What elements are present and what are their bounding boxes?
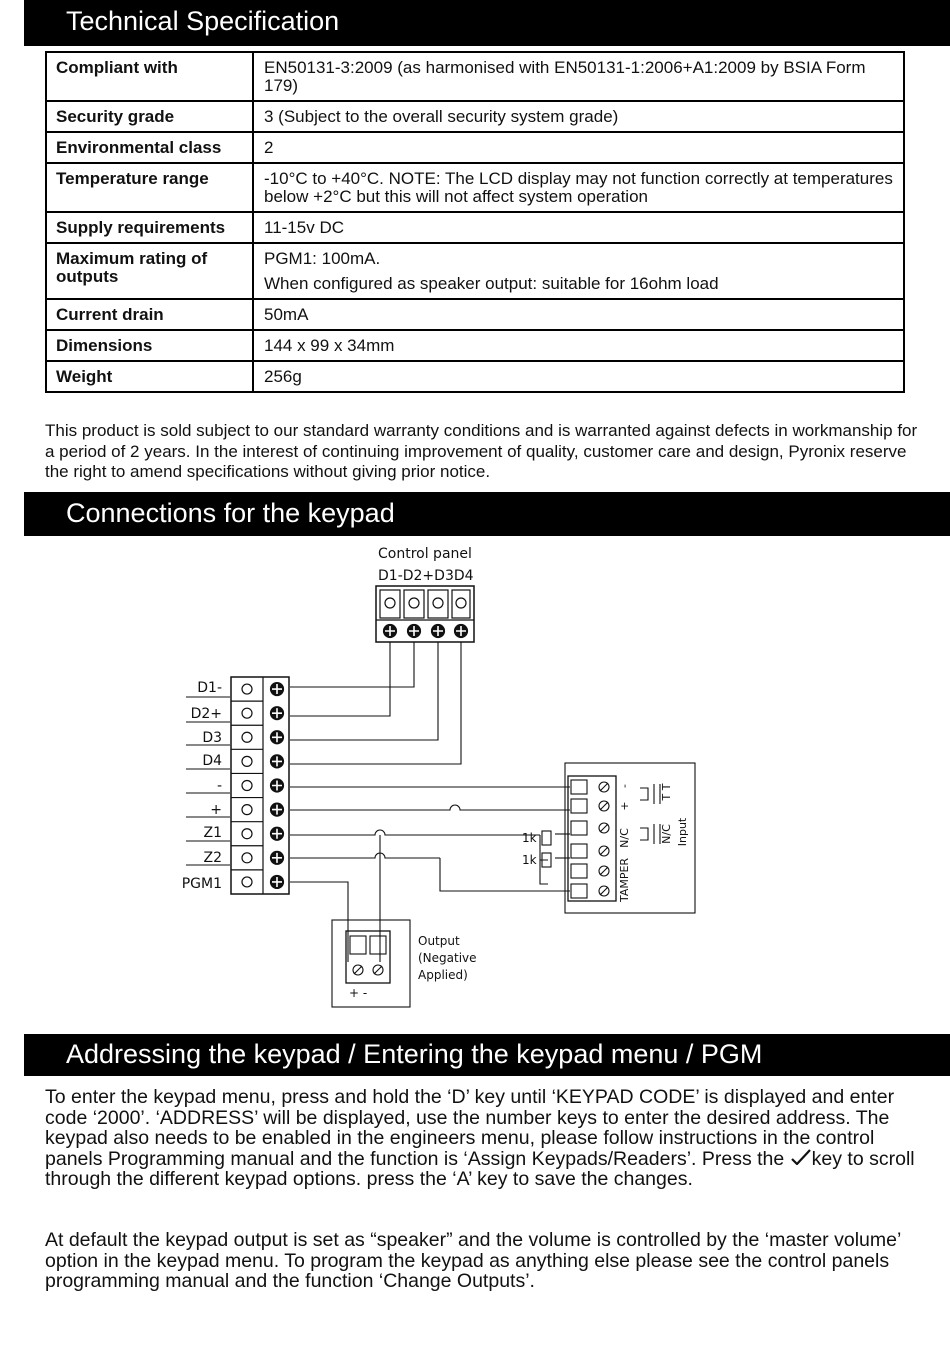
terminal-hole — [242, 781, 252, 791]
output-box — [332, 920, 410, 1007]
terminal-hole — [242, 708, 252, 718]
addressing-paragraph — [45, 1087, 925, 1190]
control-panel-terminal-labels: D1-D2+D3D4 — [378, 568, 474, 584]
table-row — [46, 52, 904, 101]
spec-value: 11-15v DC — [253, 212, 904, 243]
terminal-hole — [242, 684, 252, 694]
terminal-hole — [242, 853, 252, 863]
section-header-connections — [24, 492, 950, 536]
terminal-label-minus: - — [216, 778, 222, 794]
spec-key: Environmental class — [46, 132, 253, 163]
output-polarity-label: + - — [349, 986, 368, 1000]
table-row — [46, 132, 904, 163]
terminal-label-d2: D2+ — [190, 706, 222, 722]
specification-table — [45, 51, 905, 393]
spec-value: 144 x 99 x 34mm — [253, 330, 904, 361]
terminal-label-z1: Z1 — [203, 825, 222, 841]
spec-key: Weight — [46, 361, 253, 392]
detector-nc-label: N/C — [618, 828, 631, 848]
spec-key: Dimensions — [46, 330, 253, 361]
output-label: Applied) — [418, 968, 468, 982]
terminal-label-d4: D4 — [202, 753, 222, 769]
spec-key: Supply requirements — [46, 212, 253, 243]
tick-key-icon — [790, 1149, 812, 1165]
detector-nc2-label: N/C — [660, 824, 673, 844]
section-title: Technical Specification — [66, 6, 340, 36]
keypad-terminal-labels — [182, 680, 222, 892]
spec-key: Maximum rating of outputs — [46, 243, 253, 299]
terminal-label-pgm1: PGM1 — [181, 876, 222, 892]
table-row — [46, 163, 904, 212]
detector-plus-label: + — [618, 801, 631, 811]
spec-value: 2 — [253, 132, 904, 163]
spec-value: 50mA — [253, 299, 904, 330]
terminal-hole — [242, 756, 252, 766]
terminal-label-plus: + — [210, 802, 222, 818]
spec-value-line-2: When configured as speaker output: suitable for 16ohm load — [264, 274, 719, 293]
resistor-label: 1k — [522, 831, 537, 845]
addressing-text-part-2: key to scroll through the different keypad options. press the ‘A’ key to save the changes. — [45, 1147, 915, 1190]
spec-value: 256g — [253, 361, 904, 392]
spec-value-line-1: PGM1: 100mA. — [264, 249, 381, 268]
detector-tt-label: T T — [660, 783, 673, 801]
spec-key: Current drain — [46, 299, 253, 330]
detector-minus-label: - — [618, 784, 631, 788]
detector-input-label: Input — [676, 817, 689, 847]
section-header-addressing — [24, 1034, 950, 1076]
resistor-label: 1k — [522, 853, 537, 867]
spec-value: EN50131-3:2009 (as harmonised with EN50131-1:2006+A1:2009 by BSIA Form 179) — [253, 52, 904, 101]
terminal-hole — [242, 829, 252, 839]
spec-key: Compliant with — [46, 52, 253, 101]
terminal-hole — [242, 877, 252, 887]
keypad-terminal-block — [231, 677, 289, 894]
terminal-hole — [242, 805, 252, 815]
warranty-text: This product is sold subject to our standard warranty conditions and is warranted against defects in workmanship for a period of 2 years. In the interest of continuing improvement of quality, customer care and design, Pyronix reserve the right to amend specifications without giving prior notice. — [45, 421, 918, 481]
terminal-label-d1: D1- — [197, 680, 222, 696]
default-output-paragraph: At default the keypad output is set as “speaker” and the volume is controlled by the ‘master volume’ option in the keypad menu. To program the keypad as anything else please see the control panels programming manual and the function ‘Change Outputs’. — [45, 1229, 901, 1292]
table-row — [46, 243, 904, 299]
spec-key: Security grade — [46, 101, 253, 132]
table-row — [46, 212, 904, 243]
terminal-label-z2: Z2 — [203, 850, 222, 866]
spec-value: -10°C to +40°C. NOTE: The LCD display may not function correctly at temperatures below +2°C but this will not affect system operation — [253, 163, 904, 212]
output-label: Output — [418, 934, 460, 948]
section-title: Connections for the keypad — [66, 498, 395, 528]
terminal-hole — [242, 732, 252, 742]
table-row — [46, 299, 904, 330]
resistors — [542, 831, 551, 867]
spec-value: 3 (Subject to the overall security system grade) — [253, 101, 904, 132]
table-row — [46, 330, 904, 361]
control-panel-title: Control panel — [378, 546, 472, 562]
table-row — [46, 101, 904, 132]
section-header-technical-specification — [24, 0, 950, 46]
terminal-label-d3: D3 — [202, 730, 222, 746]
control-panel-terminal-block — [376, 586, 474, 642]
table-row — [46, 361, 904, 392]
wiring-diagram — [170, 538, 730, 1013]
spec-key: Temperature range — [46, 163, 253, 212]
addressing-text-part-1: To enter the keypad menu, press and hold the ‘D’ key until ‘KEYPAD CODE’ is displayed and enter code ‘2000’. ‘ADDRESS’ will be displayed, use the number keys to enter the desired address. The keypad also needs to be enabled in the engineers menu, please follow instructions in the control panels Programming manual and the function is ‘Assign Keypads/Readers’. Press the — [45, 1086, 895, 1170]
section-title: Addressing the keypad / Entering the keypad menu / PGM — [66, 1039, 763, 1069]
detector-tamper-label: TAMPER — [618, 857, 631, 903]
spec-value — [253, 243, 904, 299]
output-label: (Negative — [418, 951, 477, 965]
wires — [290, 642, 570, 962]
